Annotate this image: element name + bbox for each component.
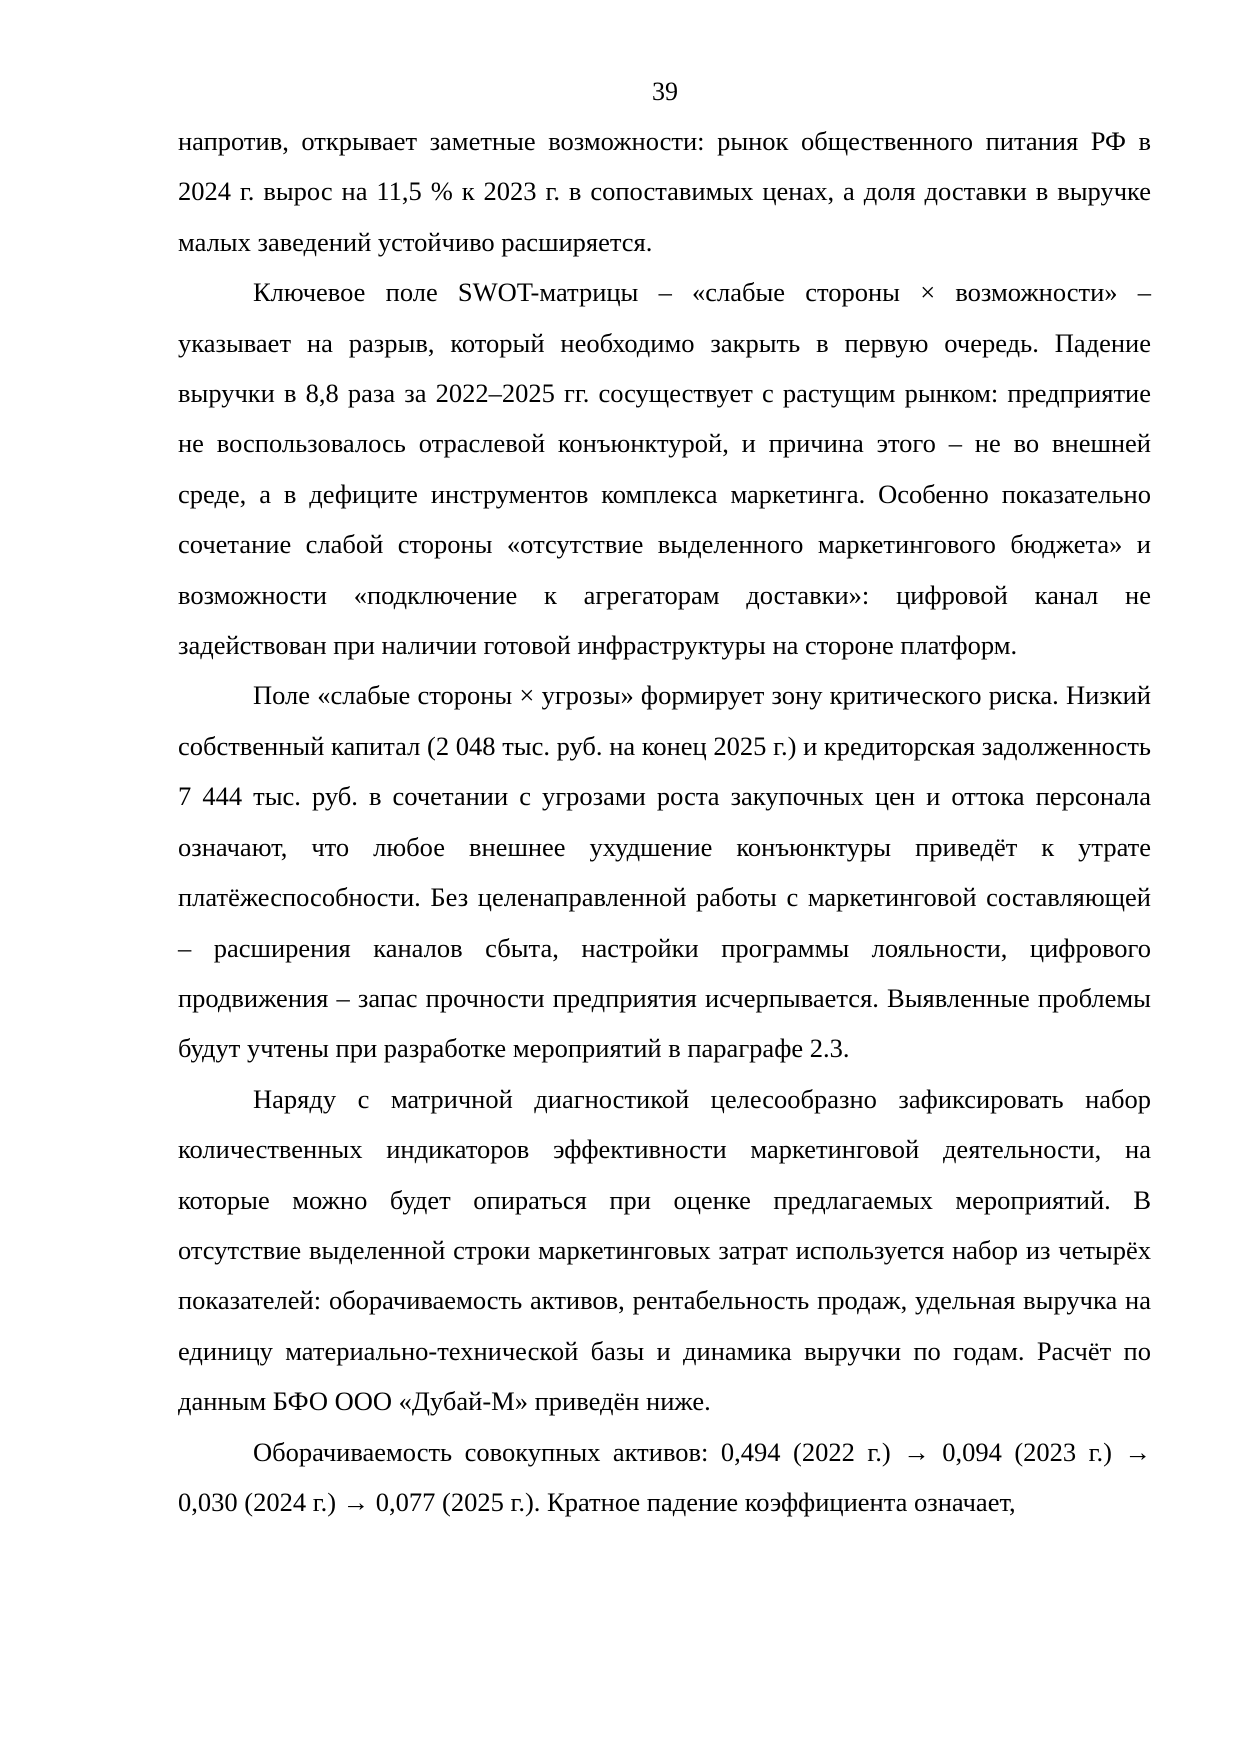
paragraph-4: Наряду с матричной диагностикой целесообразно зафиксировать набор количественных индикаторов эффективности маркетинговой деятельности, на которые можно будет опираться при оценке предлагаемых мероприятий. В отсутствие выделенной строки маркетинговых затрат используется набор из четырёх показателей: оборачиваемость активов, рентабельность продаж, удельная выручка на единицу материально-технической базы и динамика выручки по годам. Расчёт по данным БФО ООО «Дубай-М» приведён ниже. (178, 1083, 1151, 1417)
body-text (178, 116, 1151, 1527)
paragraph-5: Оборачиваемость совокупных активов: 0,494 (2022 г.) → 0,094 (2023 г.) → 0,030 (2024 г.) → 0,077 (2025 г.). Кратное падение коэффициента означает, (178, 1436, 1151, 1517)
paragraph-2: Ключевое поле SWOT-матрицы – «слабые стороны × возможности» – указывает на разрыв, который необходимо закрыть в первую очередь. Падение выручки в 8,8 раза за 2022–2025 гг. сосуществует с растущим рынком: предприятие не воспользовалось отраслевой конъюнктурой, и причина этого – не во внешней среде, а в дефиците инструментов комплекса маркетинга. Особенно показательно сочетание слабой стороны «отсутствие выделенного маркетингового бюджета» и возможности «подключение к агрегаторам доставки»: цифровой канал не задействован при наличии готовой инфраструктуры на стороне платформ. (178, 277, 1151, 661)
paragraph-3: Поле «слабые стороны × угрозы» формирует зону критического риска. Низкий собственный капитал (2 048 тыс. руб. на конец 2025 г.) и кредиторская задолженность 7 444 тыс. руб. в сочетании с угрозами роста закупочных цен и оттока персонала означают, что любое внешнее ухудшение конъюнктуры приведёт к утрате платёжеспособности. Без целенаправленной работы с маркетинговой составляющей – расширения каналов сбыта, настройки программы лояльности, цифрового продвижения – запас прочности предприятия исчерпывается. Выявленные проблемы будут учтены при разработке мероприятий в параграфе 2.3. (178, 680, 1151, 1064)
paragraph-1: напротив, открывает заметные возможности: рынок общественного питания РФ в 2024 г. вырос на 11,5 % к 2023 г. в сопоставимых ценах, а доля доставки в выручке малых заведений устойчиво расширяется. (178, 126, 1151, 257)
page-number: 39 (652, 77, 678, 106)
